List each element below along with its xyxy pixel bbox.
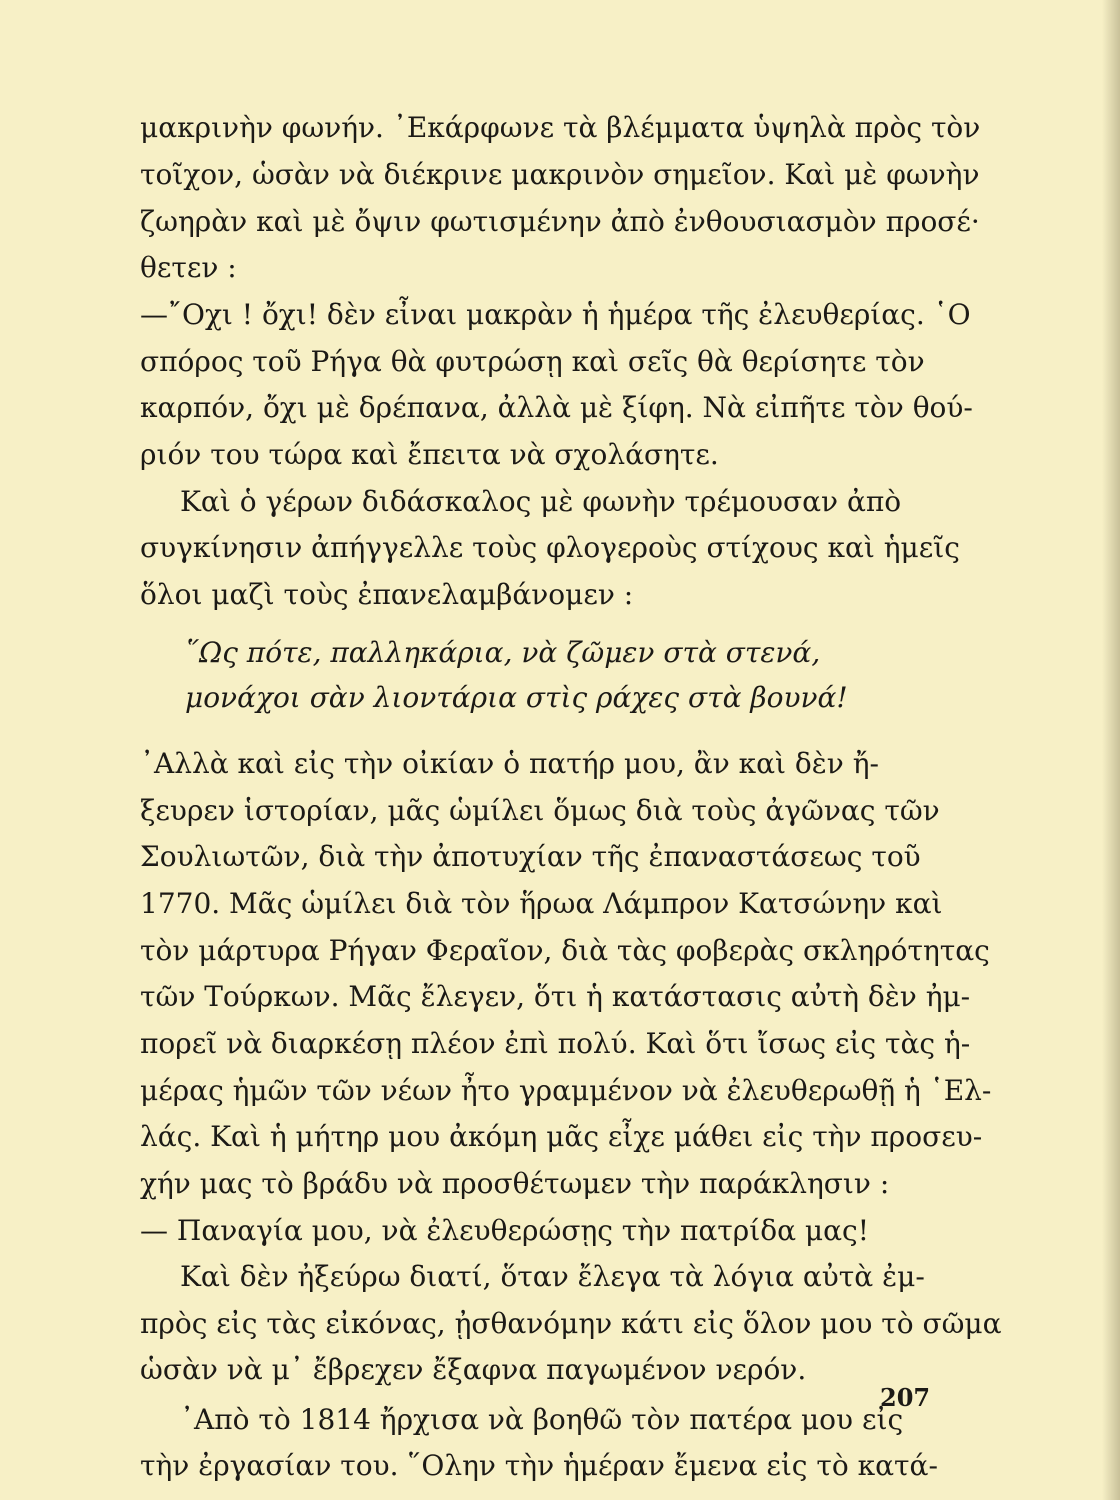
text-line: Σουλιωτῶν, διὰ τὴν ἀποτυχίαν τῆς ἐπαναστάσεως τοῦ <box>140 840 921 873</box>
page-number: 207 <box>880 1383 931 1412</box>
text-line: πρὸς εἰς τὰς εἰκόνας, ᾐσθανόμην κάτι εἰς ὅλον μου τὸ σῶμα <box>140 1307 1002 1340</box>
text-line: ξευρεν ἱστορίαν, μᾶς ὡμίλει ὅμως διὰ τοὺς ἀγῶνας τῶν <box>140 794 940 827</box>
text-line: —῎Οχι ! ὄχι! δὲν εἶναι μακρὰν ἡ ἡμέρα τῆς ἐλευθερίας. ῾Ο <box>140 298 971 331</box>
text-line: 1770. Μᾶς ὡμίλει διὰ τὸν ἥρωα Λάμπρον Κατσώνην καὶ <box>140 887 943 920</box>
text-line: ὡσὰν νὰ μ᾿ ἔβρεχεν ἔξαφνα παγωμένον νερόν. <box>140 1353 807 1386</box>
page-edge-shadow <box>1102 0 1120 1500</box>
text-line: λάς. Καὶ ἡ μήτηρ μου ἀκόμη μᾶς εἶχε μάθει εἰς τὴν προσευ- <box>140 1120 983 1153</box>
text-line: ριόν του τώρα καὶ ἔπειτα νὰ σχολάσητε. <box>140 438 719 471</box>
text-line: — Παναγία μου, νὰ ἐλευθερώσῃς τὴν πατρίδα μας! <box>140 1214 869 1247</box>
text-line: καρπόν, ὄχι μὲ δρέπανα, ἀλλὰ μὲ ξίφη. Νὰ εἰπῆτε τὸν θού- <box>140 391 973 424</box>
text-line: τὴν ἐργασίαν του. ῞Ολην τὴν ἡμέραν ἔμενα εἰς τὸ κατά- <box>140 1449 938 1482</box>
text-line: ᾿Απὸ τὸ 1814 ἤρχισα νὰ βοηθῶ τὸν πατέρα μου εἰς <box>180 1403 904 1436</box>
text-line: ᾿Αλλὰ καὶ εἰς τὴν οἰκίαν ὁ πατήρ μου, ἂν καὶ δὲν ἤ- <box>140 747 879 780</box>
text-line: μακρινὴν φωνήν. ᾿Εκάρφωνε τὰ βλέμματα ὑψηλὰ πρὸς τὸν <box>140 111 981 144</box>
text-line: χήν μας τὸ βράδυ νὰ προσθέτωμεν τὴν παράκλησιν : <box>140 1167 890 1200</box>
text-line: πορεῖ νὰ διαρκέσῃ πλέον ἐπὶ πολύ. Καὶ ὅτι ἴσως εἰς τὰς ἡ- <box>140 1027 971 1060</box>
verse-line: μονάχοι σὰν λιοντάρια στὶς ράχες στὰ βουνά! <box>185 681 848 714</box>
text-line: μέρας ἡμῶν τῶν νέων ἦτο γραμμένον νὰ ἐλευθερωθῇ ἡ ῾Ελ- <box>140 1074 992 1107</box>
text-line: ζωηρὰν καὶ μὲ ὄψιν φωτισμένην ἀπὸ ἐνθουσιασμὸν προσέ· <box>140 205 980 238</box>
text-line: σπόρος τοῦ Ρήγα θὰ φυτρώσῃ καὶ σεῖς θὰ θερίσητε τὸν <box>140 345 925 378</box>
text-line: ὅλοι μαζὶ τοὺς ἐπανελαμβάνομεν : <box>140 578 634 611</box>
text-line: συγκίνησιν ἀπήγγελλε τοὺς φλογεροὺς στίχους καὶ ἡμεῖς <box>140 531 960 564</box>
text-line: τὸν μάρτυρα Ρήγαν Φεραῖον, διὰ τὰς φοβερὰς σκληρότητας <box>140 934 990 967</box>
text-line: τῶν Τούρκων. Μᾶς ἔλεγεν, ὅτι ἡ κατάστασις αὐτὴ δὲν ἠμ- <box>140 980 971 1013</box>
text-line: τοῖχον, ὡσὰν νὰ διέκρινε μακρινὸν σημεῖον. Καὶ μὲ φωνὴν <box>140 158 980 191</box>
verse-line: ῞Ως πότε, παλληκάρια, νὰ ζῶμεν στὰ στενά, <box>185 636 821 669</box>
text-line: Καὶ δὲν ἠξεύρω διατί, ὅταν ἔλεγα τὰ λόγια αὐτὰ ἐμ- <box>180 1260 925 1293</box>
text-line: Καὶ ὁ γέρων διδάσκαλος μὲ φωνὴν τρέμουσαν ἀπὸ <box>180 485 902 518</box>
text-line: θετεν : <box>140 251 237 284</box>
